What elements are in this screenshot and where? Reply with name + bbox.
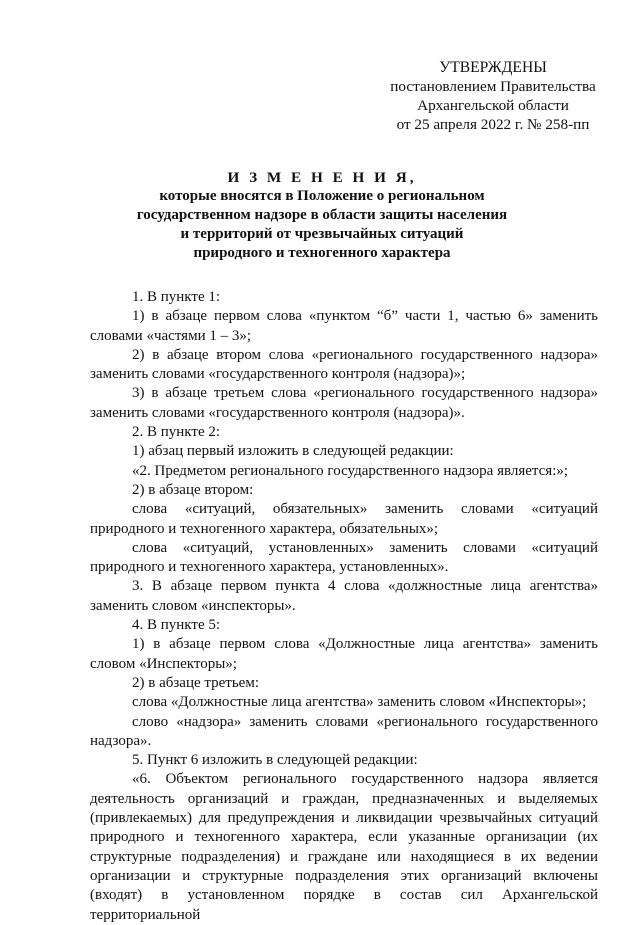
- heading-line-3: и территорий от чрезвычайных ситуаций: [180, 226, 464, 242]
- paragraph: 2) в абзаце втором:: [132, 481, 254, 498]
- paragraph: 2. В пункте 2:: [132, 424, 221, 441]
- approval-line-2: Архангельской области: [417, 97, 569, 114]
- paragraph: слова «ситуаций, обязательных» заменить словами «ситуаций природного и техногенного характера, обязательных»;: [90, 501, 598, 537]
- paragraph: 1) в абзаце первом слова «пунктом “б” части 1, частью 6» заменить словами «частями 1 – 3»;: [90, 308, 598, 344]
- paragraph: слова «Должностные лица агентства» заменить словом «Инспекторы»;: [132, 694, 587, 711]
- paragraph: 3. В абзаце первом пункта 4 слова «должностные лица агентства» заменить словом «инспекторы».: [90, 578, 598, 614]
- paragraph: 2) в абзаце третьем:: [132, 674, 259, 691]
- paragraph: 1) абзац первый изложить в следующей редакции:: [132, 443, 454, 460]
- heading-line-4: природного и техногенного характера: [193, 245, 451, 261]
- paragraph: 1. В пункте 1:: [132, 289, 221, 305]
- paragraph: 4. В пункте 5:: [132, 617, 221, 634]
- paragraph: «6. Объектом регионального государственного надзора является деятельность организаций и граждан, предназначенных и выделяемых (привлекаемых) для предупреждения и ликвидации чрезвычайных ситуаций природного и техногенного характера, если указанные организации (их структурные подразделения) и граждане или находящиеся в их ведении организации и структурные подразделения этих организаций включены (входят) в установленном порядке в состав сил Архангельской территориальной: [90, 771, 598, 923]
- approval-line-1: постановлением Правительства: [390, 78, 596, 95]
- paragraph: 3) в абзаце третьем слова «регионального государственного надзора» заменить словами «государственного контроля (надзора)».: [90, 385, 598, 421]
- document-heading: [92, 168, 552, 263]
- paragraph: 2) в абзаце втором слова «регионального государственного надзора» заменить словами «государственного контроля (надзора)»;: [90, 346, 598, 383]
- heading-line-2: государственном надзоре в области защиты населения: [136, 207, 508, 223]
- paragraph: слово «надзора» заменить словами «регионального государственного надзора».: [90, 713, 598, 749]
- approval-block: [383, 58, 603, 134]
- paragraph: 5. Пункт 6 изложить в следующей редакции:: [132, 752, 418, 769]
- paragraph: слова «ситуаций, установленных» заменить словами «ситуаций природного и техногенного характера, установленных».: [90, 539, 598, 576]
- approval-title: УТВЕРЖДЕНЫ: [439, 59, 547, 76]
- document-body: [90, 288, 598, 925]
- heading-line-1: которые вносятся в Положение о региональном: [159, 188, 485, 204]
- approval-line-3: от 25 апреля 2022 г. № 258-пп: [396, 116, 590, 133]
- paragraph: «2. Предметом регионального государственного надзора является:»;: [132, 462, 569, 479]
- heading-title: И З М Е Н Е Н И Я,: [227, 169, 417, 186]
- paragraph: 1) в абзаце первом слова «Должностные лица агентства» заменить словом «Инспекторы»;: [90, 636, 598, 672]
